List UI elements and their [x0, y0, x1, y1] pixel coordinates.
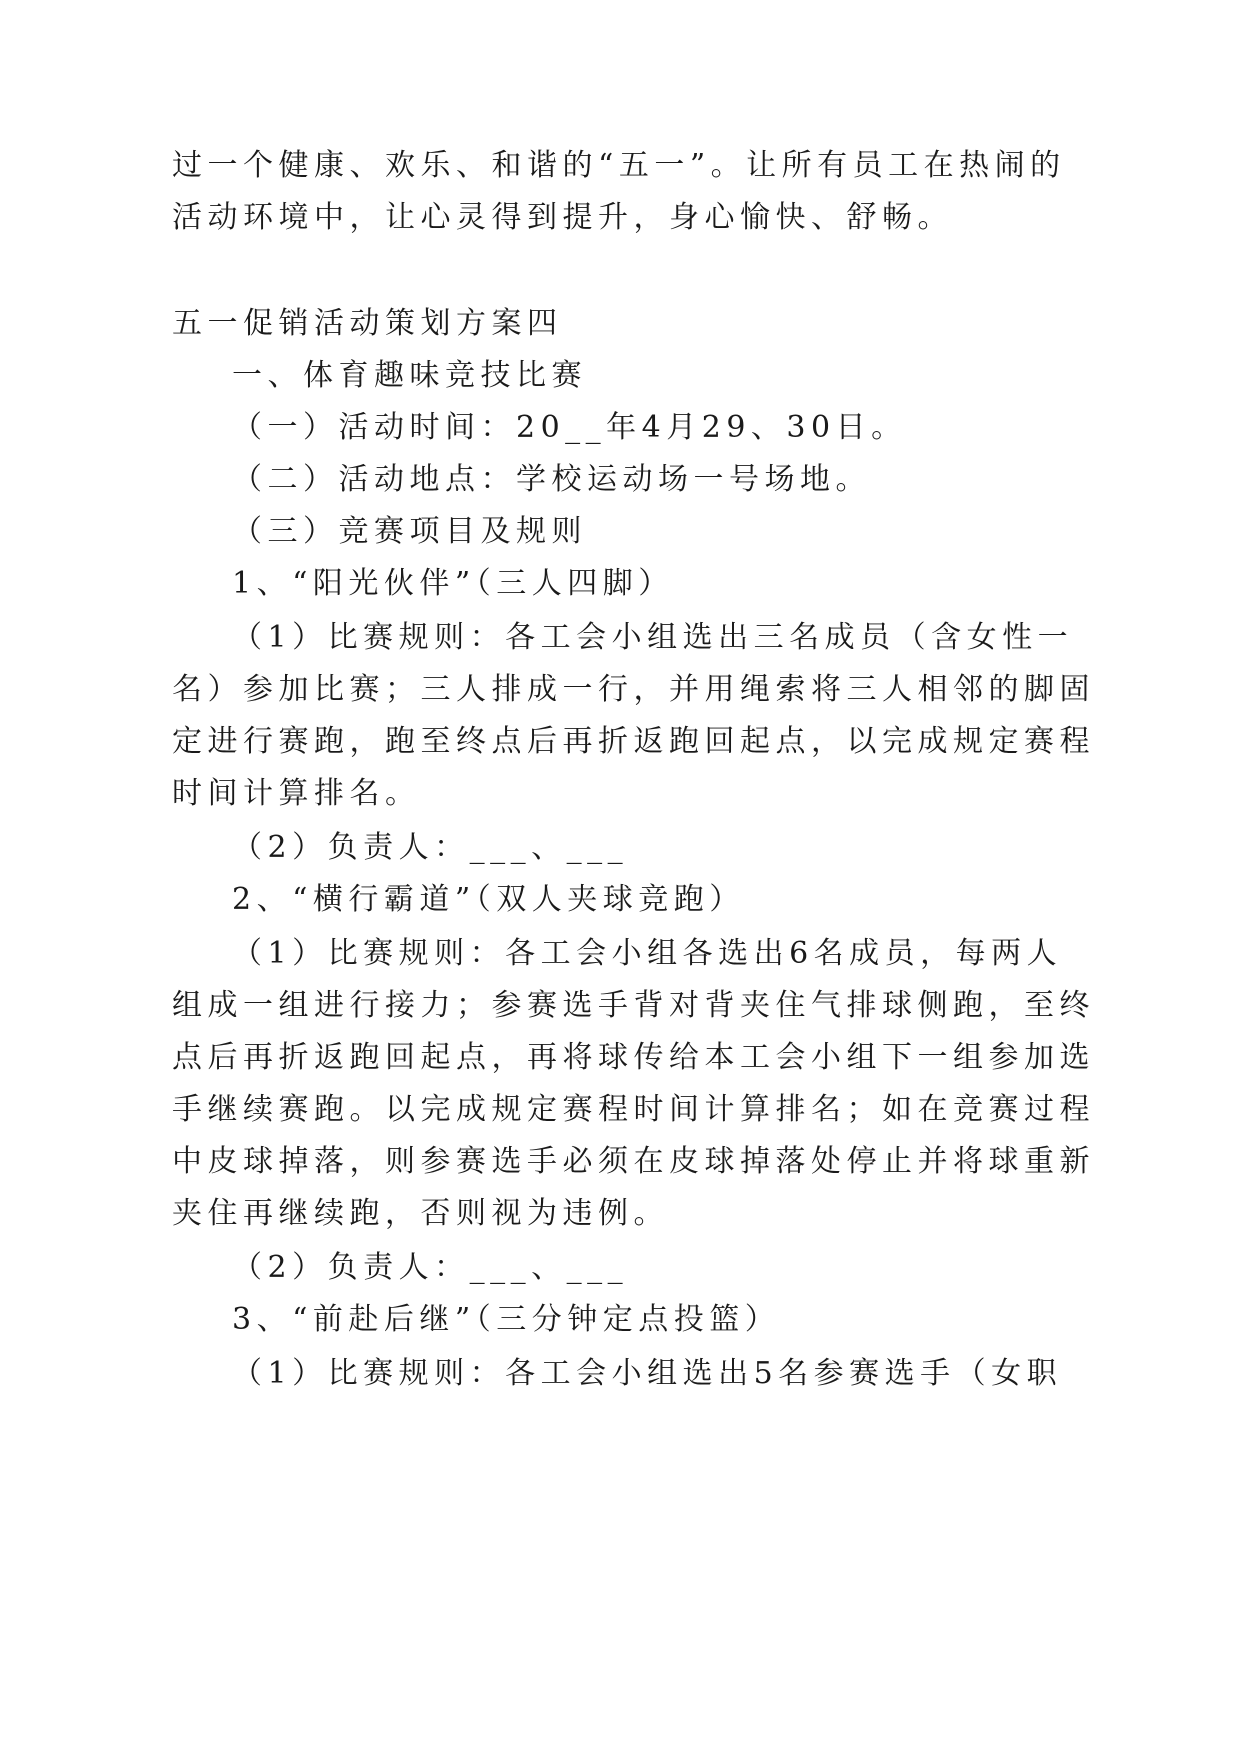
paragraph-line: 中皮球掉落，则参赛选手必须在皮球掉落处停止并将球重新: [172, 1144, 1095, 1179]
paragraph-line: 活动环境中，让心灵得到提升，身心愉快、舒畅。: [172, 200, 953, 235]
section-title: 五一促销活动策划方案四: [172, 306, 563, 341]
list-item: （二）活动地点：学校运动场一号场地。: [232, 462, 871, 497]
list-item: （一）活动时间：20__年4月29、30日。: [232, 410, 907, 445]
event-heading: 2、“横行霸道”（双人夹球竞跑）: [232, 882, 745, 917]
paragraph-line: 过一个健康、欢乐、和谐的“五一”。让所有员工在热闹的: [172, 148, 1066, 183]
paragraph-line: 组成一组进行接力；参赛选手背对背夹住气排球侧跑，至终: [172, 988, 1095, 1023]
responsible-line: （2）负责人：___、___: [232, 830, 629, 865]
list-item: （三）竞赛项目及规则: [232, 514, 587, 549]
paragraph-line: 名）参加比赛；三人排成一行，并用绳索将三人相邻的脚固: [172, 672, 1095, 707]
paragraph-line: （1）比赛规则：各工会小组选出5名参赛选手（女职: [232, 1356, 1063, 1391]
responsible-line: （2）负责人：___、___: [232, 1250, 629, 1285]
paragraph-line: 手继续赛跑。以完成规定赛程时间计算排名；如在竞赛过程: [172, 1092, 1095, 1127]
event-heading: 1、“阳光伙伴”（三人四脚）: [232, 566, 674, 601]
heading-level-1: 一、体育趣味竞技比赛: [232, 358, 587, 393]
paragraph-line: 夹住再继续跑，否则视为违例。: [172, 1196, 669, 1231]
paragraph-line: （1）比赛规则：各工会小组选出三名成员（含女性一: [232, 620, 1074, 655]
event-heading: 3、“前赴后继”（三分钟定点投篮）: [232, 1302, 781, 1337]
paragraph-line: 定进行赛跑，跑至终点后再折返跑回起点，以完成规定赛程: [172, 724, 1095, 759]
paragraph-line: 时间计算排名。: [172, 776, 421, 811]
paragraph-line: （1）比赛规则：各工会小组各选出6名成员，每两人: [232, 936, 1063, 971]
paragraph-line: 点后再折返跑回起点，再将球传给本工会小组下一组参加选: [172, 1040, 1095, 1075]
